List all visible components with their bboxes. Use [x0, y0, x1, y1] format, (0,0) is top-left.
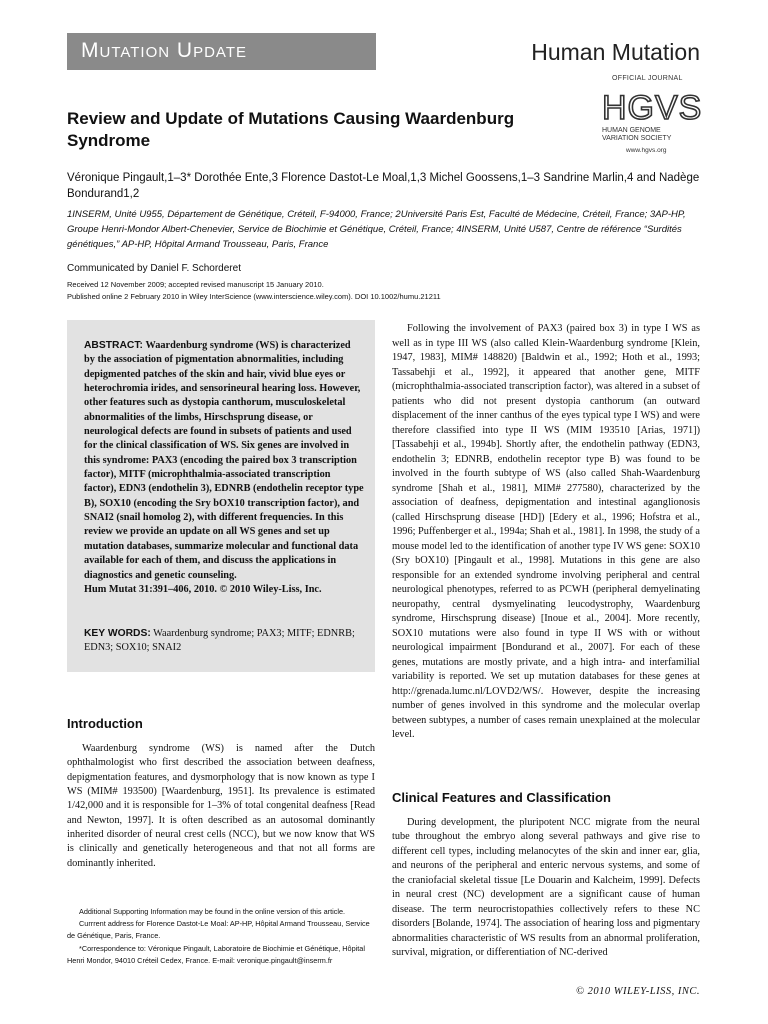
keywords: [84, 627, 364, 656]
intro-heading: Introduction: [67, 716, 143, 731]
communicated-by: Communicated by Daniel F. Schorderet: [67, 263, 241, 274]
footnotes: [67, 906, 375, 967]
journal-name: Human Mutation: [531, 39, 700, 65]
intro-paragraph: Waardenburg syndrome (WS) is named after the Dutch ophthalmologist who first described the association between deafness, depigmentation features, and dysmorphology that is now known as type I WS (MIM# 193500) [Waardenburg, 1951]. Its prevalence is estimated 1/42,000 and it is responsible for 1–3% of total congenital deafness [Read and Newton, 1997]. It is often described as an autosomal dominantly inherited disorder of neural crest cells (NCC), but we now know that WS is clinically and genetically heterogeneous and that not all forms are dominantly inherited.: [67, 743, 375, 869]
article-title: Review and Update of Mutations Causing Waardenburg Syndrome: [67, 109, 515, 150]
author-list: Véronique Pingault,1–3* Dorothée Ente,3 Florence Dastot-Le Moal,1,3 Michel Goossens,1–3 Sandrine Marlin,4 and Nadège Bondurand1,2: [67, 172, 700, 200]
keywords-text: Waardenburg syndrome; PAX3; MITF; EDNRB; EDN3; SOX10; SNAI2: [84, 628, 355, 654]
published-line: Published online 2 February 2010 in Wiley InterScience (www.interscience.wiley.com). DOI 10.1002/humu.21211: [67, 292, 441, 301]
section-banner: [67, 33, 376, 70]
abstract-box: [67, 320, 375, 672]
keywords-label: KEY WORDS:: [84, 628, 151, 639]
hgvs-logo-text: HGVS: [602, 89, 703, 127]
hgvs-logo: [600, 86, 703, 127]
abstract-text: Waardenburg syndrome (WS) is characterized by the association of pigmentation abnormalities, including depigmented patches of the skin and hair, vivid blue eyes or heterochromia irides, and sensorineural hearing loss. However, other features such as dystopia canthorum, musculoskeletal abnormalities of the limbs, Hirschsprung disease, or neurological defects are found in subsets of patients and used for the clinical classification of WS. Six genes are involved in this syndrome: PAX3 (encoding the paired box 3 transcription factor), MITF (microphthalmia-associated transcription factor), EDN3 (endothelin 3), EDNRB (endothelin receptor type B), SOX10 (encoding the Sry bOX10 transcription factor), and SNAI2 (snail homolog 2), with different frequencies. In this review we provide an update on all WS genes and set up mutation databases, summarize molecular and functional data available for each of them, and discuss the applications in diagnostics and genetic counseling.: [84, 340, 364, 581]
abstract: [84, 339, 364, 597]
abstract-label: ABSTRACT:: [84, 340, 143, 351]
section-label: Mutation Update: [81, 39, 247, 62]
footnote-correspondence: *Correspondence to: Véronique Pingault, Laboratoire de Biochimie et Génétique, Hôpital Henri Mondor, 94010 Créteil Cedex, France. E-mail: veronique.pingault@inserm.fr: [67, 943, 365, 965]
footnote-supporting: Additional Supporting Information may be found in the online version of this article.: [79, 907, 346, 916]
footnote-current-address: Currrent address for Florence Dastot-Le Moal: AP-HP, Hôpital Armand Trousseau, Service de Génétique, Paris, France.: [67, 919, 370, 941]
right-paragraph-1: Following the involvement of PAX3 (paired box 3) in type I WS as well as in type III WS (also called Klein-Waardenburg syndrome [Klein, 1947, 1983], MIM# 148820) [Baldwin et al., 1992; Hoth et al., 1993; Tassabehji et al., 1992], it appeared that another gene, MITF (microphthalmia-associated transcription factor), was altered in a subset of patients who did not present dystopia canthorum (an outward displacement of the inner canthus of the eyes typical type I WS) and were therefore classified into type II WS (MIM 193510 [Arias, 1971]) [Tassabehji et al., 1994b]. Shortly after, the endothelin pathway (EDN3, endothelin 3; EDNRB, endothelin receptor type B) was found to be involved in the fourth subtype of WS (also called Shah-Waardenburg syndrome [Shah et al., 1981], MIM# 277580), characterized by the association of deafness, depigmentation and intestinal aganglionosis (called Hirschsprung disease [HD]) [Edery et al., 1996; Hofstra et al., 1996; Puffenberger et al., 1994a; Shah et al., 1981]. In 1998, the study of a mouse model led to the identification of another type IV WS gene: SOX10 (Sry bOX10) [Pingault et al., 1998]. Mutations in this gene are also responsible for an extended syndrome involving peripheral and central neurological phenotypes, referred to as PCWH (peripheral demyelinating neuropathy, central dysmyelinating leucodystrophy, Waardenburg syndrome, Hirschsprung disease) [Inoue et al., 2004]. More recently, SOX10 mutations were also found in type II WS with or without neurological impairment [Bondurand et al., 2007]. For each of these genes, mutations are mostly private, and a high intra- and interfamilial variability is reported. We set up mutation databases for these genes at http://grenada.lumc.nl/LOVD2/WS/. However, despite the increasing number of genes involved in this syndrome and the molecular overlap between subtypes, a number of cases remain unexplained at the molecular level.: [392, 323, 700, 740]
society-name: HUMAN GENOME VARIATION SOCIETY: [602, 127, 672, 142]
society-url: www.hgvs.org: [626, 147, 667, 154]
abstract-citation: Hum Mutat 31:391–406, 2010. © 2010 Wiley-Liss, Inc.: [84, 583, 322, 595]
received-line: Received 12 November 2009; accepted revised manuscript 15 January 2010.: [67, 280, 324, 289]
right-paragraph-2: During development, the pluripotent NCC migrate from the neural tube throughout the embryo along several pathways and give rise to different cell types, including melanocytes of the skin and inner ear, glia, and neurons of the peripheral and enteric nervous systems, and some of the craniofacial skeletal tissue [Le Douarin and Kalcheim, 1999]. Defects in neural crest (NC) development are a significant cause of human disease. The term neurocristopathies collectively refers to these NC disorders [Bolande, 1974]. The association of hearing loss and pigmentary abnormalities characteristic of WS results from an abnormal proliferation, survival, migration, or differentiation of NC-derived: [392, 817, 700, 959]
clinical-heading: Clinical Features and Classification: [392, 790, 611, 805]
official-journal-label: OFFICIAL JOURNAL: [612, 75, 683, 82]
affiliations: 1INSERM, Unité U955, Département de Génétique, Créteil, F-94000, France; 2Université Paris Est, Faculté de Médecine, Créteil, France; 3AP-HP, Groupe Henri-Mondor Albert-Chenevier, Service de Biochimie et Génétique, Créteil, France; 4INSERM, Unité U587, Centre de référence “Surdités génétiques,” AP-HP, Hôpital Armand Trousseau, Paris, France: [67, 209, 686, 250]
copyright: © 2010 WILEY-LISS, INC.: [576, 986, 700, 997]
publication-dates: [67, 279, 707, 303]
